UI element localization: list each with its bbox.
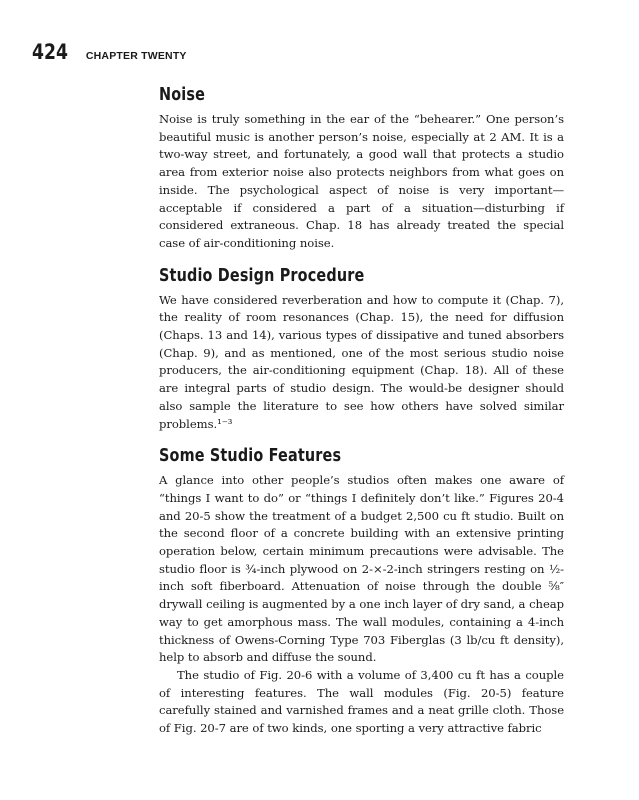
- section-some-studio-features: [159, 445, 564, 738]
- section-studio-design-procedure: [159, 265, 564, 434]
- body-content: [159, 82, 564, 750]
- paragraph: A glance into other people’s studios often makes one aware of “things I want to do” or “things I definitely don’t like.” Figures 20-4 and 20-5 show the treatment of a budget 2,500 cu ft studio. Built on the second floor of a concrete building with an extensive printing operation below, certain minimum precautions were advisable. The studio floor is ¾-inch plywood on 2-×-2-inch stringers resting on ½-inch soft fiberboard. Attenuation of noise through the double ⅝″ drywall ceiling is augmented by a one inch layer of dry sand, a cheap way to get amorphous mass. The wall modules, containing a 4-inch thickness of Owens-Corning Type 703 Fiberglas (3 lb/cu ft density), help to absorb and diffuse the sound.: [159, 473, 564, 665]
- page-number: 424: [32, 40, 68, 64]
- paragraph: The studio of Fig. 20-6 with a volume of 3,400 cu ft has a couple of interesting features. The wall modules (Fig. 20-5) feature carefully stained and varnished frames and a neat grille cloth. Those of Fig. 20-7 are of two kinds, one sporting a very attractive fabric: [159, 667, 564, 736]
- paragraph: We have considered reverberation and how to compute it (Chap. 7), the reality of room resonances (Chap. 15), the need for diffusion (Chaps. 13 and 14), various types of dissipative and tuned absorbers (Chap. 9), and as mentioned, one of the most serious studio noise producers, the air-conditioning equipment (Chap. 18). All of these are integral parts of studio design. The would-be designer should also sample the literature to see how others have solved similar problems.¹⁻³: [159, 292, 564, 431]
- paragraph: Noise is truly something in the ear of the “behearer.” One person’s beautiful music is another person’s noise, especially at 2 AM. It is a two-way street, and fortunately, a good wall that protects a studio area from exterior noise also protects neighbors from what goes on inside. The psychological aspect of noise is very important—acceptable if considered a part of a situation—disturbing if considered extraneous. Chap. 18 has already treated the special case of air-conditioning noise.: [159, 112, 564, 250]
- section-noise: [159, 84, 564, 253]
- section-heading: Some Studio Features: [159, 445, 342, 467]
- page-header: [32, 40, 187, 64]
- section-heading: Studio Design Procedure: [159, 264, 365, 286]
- section-heading: Noise: [159, 84, 206, 105]
- chapter-title: CHAPTER TWENTY: [85, 50, 187, 62]
